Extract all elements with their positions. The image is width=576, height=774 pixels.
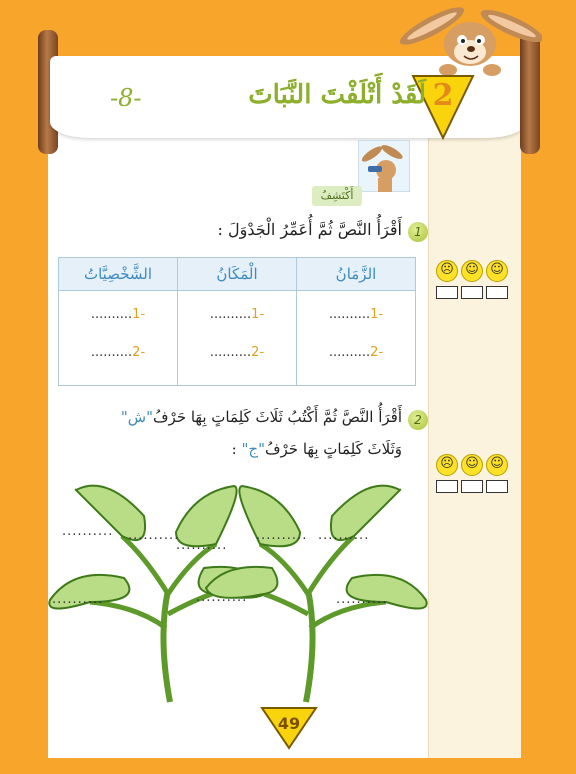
self-assessment-boxes-1 (436, 284, 511, 303)
assessment-checkbox[interactable] (486, 286, 508, 299)
leaf-answer-line[interactable]: .......... (318, 528, 370, 543)
question-2-line-2: وَثَلَاثَ كَلِمَاتٍ بِهَا حَرْفُ"ج" : (231, 440, 402, 458)
answer-line[interactable]: -2.......... (328, 345, 384, 360)
assessment-checkbox[interactable] (436, 286, 458, 299)
leaf-answer-line[interactable]: .......... (196, 590, 248, 605)
table-cell-place[interactable] (178, 291, 297, 386)
question-2-line-1: أَقْرَأُ النَّصَّ ثُمَّ أَكْتُبُ ثَلَاثَ كَلِمَاتٍ بِهَا حَرْفُ"ش" (120, 408, 402, 426)
assessment-checkbox[interactable] (436, 480, 458, 493)
explore-label: أَكْتَشِفُ (312, 186, 362, 206)
question-1-text: أَقْرَأُ النَّصَّ ثُمَّ أُعَمِّرُ الْجَدْوَلَ : (217, 220, 402, 239)
self-assessment-boxes-2 (436, 478, 511, 497)
leaf-answer-line[interactable]: .......... (256, 528, 308, 543)
answer-line[interactable]: -1.......... (90, 307, 146, 322)
chapter-number: -8- (110, 84, 142, 112)
answer-line[interactable]: -2.......... (90, 345, 146, 360)
assessment-checkbox[interactable] (461, 286, 483, 299)
assessment-checkbox[interactable] (461, 480, 483, 493)
leaf-answer-line[interactable]: .......... (52, 592, 104, 607)
column-time: الزَّمَانُ (297, 258, 416, 291)
face-icon[interactable]: ☺ (461, 260, 483, 282)
rabbit-mascot (392, 0, 542, 80)
letter-jim: "ج" (241, 440, 265, 458)
answer-line[interactable]: -1.......... (209, 307, 265, 322)
face-icon[interactable]: ☺ (461, 454, 483, 476)
assessment-column (428, 118, 521, 758)
assessment-checkbox[interactable] (486, 480, 508, 493)
leaf-answer-line[interactable]: .......... (128, 528, 180, 543)
page-title: لَقَدْ أَتْلَفْتَ النَّبَاتَ (248, 80, 426, 110)
explorer-rabbit-icon (358, 140, 410, 192)
face-icon[interactable]: ☺ (486, 260, 508, 282)
self-assessment-faces-1 (436, 258, 511, 282)
leaf-answer-line[interactable]: .......... (336, 592, 388, 607)
letter-shin: "ش" (120, 408, 153, 426)
face-icon[interactable]: ☺ (486, 454, 508, 476)
face-icon[interactable]: ☹ (436, 260, 458, 282)
answer-line[interactable]: -2.......... (209, 345, 265, 360)
answer-line[interactable]: -1.......... (328, 307, 384, 322)
leaf-answer-line[interactable]: .......... (176, 538, 228, 553)
column-place: الْمَكَانُ (178, 258, 297, 291)
characters-table (58, 257, 416, 386)
page-number: 49 (277, 714, 301, 733)
column-characters: الشَّخْصِيَّاتُ (59, 258, 178, 291)
leaf-answer-line[interactable]: .......... (62, 524, 114, 539)
question-2-number: 2 (408, 410, 428, 430)
self-assessment-faces-2 (436, 452, 511, 476)
table-cell-characters[interactable] (59, 291, 178, 386)
question-1-number: 1 (408, 222, 428, 242)
face-icon[interactable]: ☹ (436, 454, 458, 476)
table-cell-time[interactable] (297, 291, 416, 386)
unit-number: 2 (432, 78, 454, 113)
